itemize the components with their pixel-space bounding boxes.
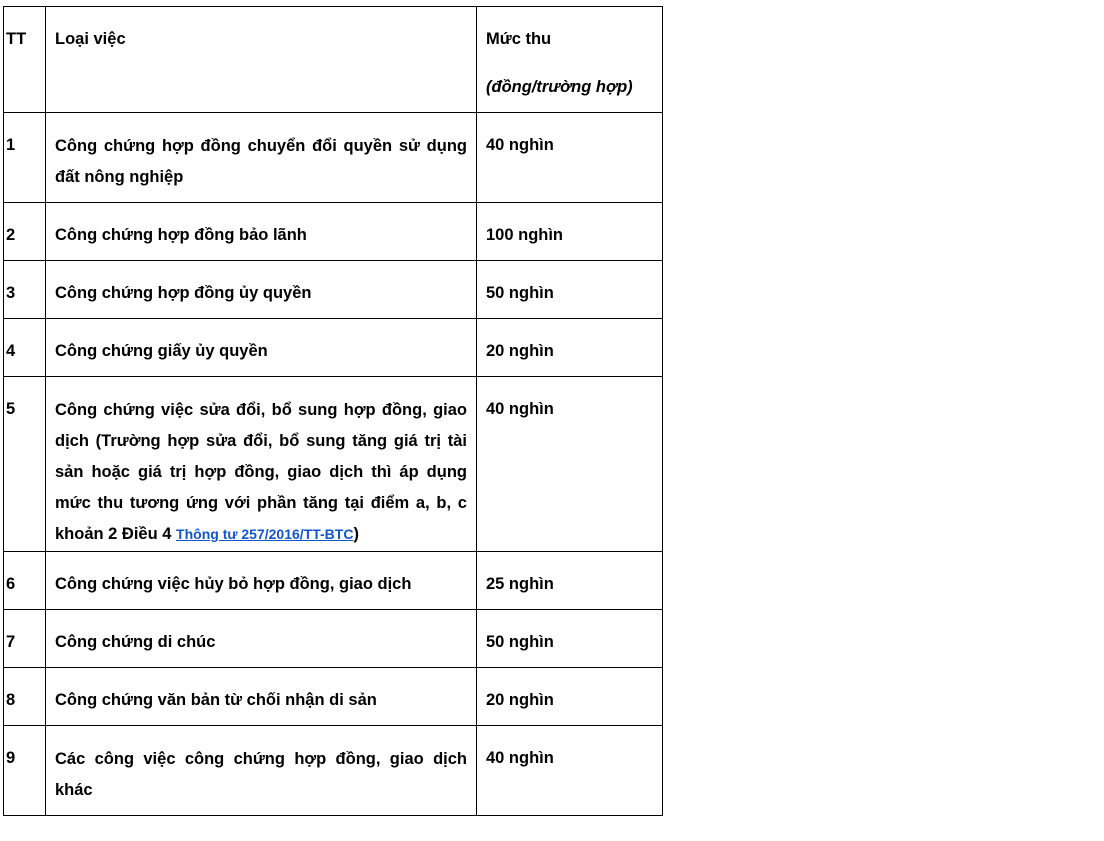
row-number: 5 (6, 400, 16, 418)
row-type: Công chứng hợp đồng chuyển đổi quyền sử dụng đất nông nghiệp (55, 137, 467, 186)
table-row (4, 552, 663, 610)
row-number: 2 (6, 226, 16, 244)
row-number: 6 (6, 575, 16, 593)
row-fee: 20 nghìn (486, 342, 554, 360)
header-fee-unit: (đồng/trường hợp) (486, 78, 633, 96)
header-type: Loại việc (55, 30, 126, 48)
row-fee: 50 nghìn (486, 633, 554, 651)
row-fee: 40 nghìn (486, 400, 554, 418)
row-number: 4 (6, 342, 16, 360)
row-type-closing: ) (353, 525, 359, 543)
circular-reference-link[interactable]: Thông tư 257/2016/TT-BTC (176, 526, 354, 542)
row-number: 7 (6, 633, 16, 651)
row-type: Công chứng giấy ủy quyền (55, 342, 268, 360)
table-row (4, 203, 663, 261)
row-type-block (46, 377, 476, 550)
header-fee-block (477, 7, 662, 97)
header-cell-type (46, 7, 477, 113)
row-number: 8 (6, 691, 16, 709)
row-type: Công chứng hợp đồng bảo lãnh (55, 226, 307, 244)
row-type: Công chứng di chúc (55, 633, 216, 651)
table-row (4, 377, 663, 552)
row-type: Công chứng văn bản từ chối nhận di sản (55, 691, 377, 709)
row-type: Công chứng việc sửa đổi, bổ sung hợp đồng, giao dịch (Trường hợp sửa đổi, bổ sung tăng giá trị tài sản hoặc giá trị hợp đồng, giao dịch thì áp dụng mức thu tương ứng với phần tăng tại điểm a, b, c khoản 2 Điều 4 (55, 401, 467, 543)
row-fee: 20 nghìn (486, 691, 554, 709)
table-row (4, 668, 663, 726)
table-row (4, 113, 663, 203)
header-fee: Mức thu (486, 30, 552, 48)
table-header-row (4, 7, 663, 113)
row-number: 9 (6, 749, 16, 767)
row-type: Công chứng việc hủy bỏ hợp đồng, giao dịch (55, 575, 412, 593)
row-type: Công chứng hợp đồng ủy quyền (55, 284, 312, 302)
header-tt: TT (6, 30, 27, 48)
header-cell-tt (4, 7, 46, 113)
row-fee: 40 nghìn (486, 749, 554, 767)
header-cell-fee (477, 7, 663, 113)
table-row (4, 726, 663, 816)
table-row (4, 319, 663, 377)
table-row (4, 261, 663, 319)
row-number: 1 (6, 136, 16, 154)
row-fee: 40 nghìn (486, 136, 554, 154)
row-number: 3 (6, 284, 16, 302)
fee-table (3, 6, 663, 816)
table-row (4, 610, 663, 668)
row-fee: 100 nghìn (486, 226, 564, 244)
row-type: Các công việc công chứng hợp đồng, giao dịch khác (55, 750, 467, 799)
row-fee: 50 nghìn (486, 284, 554, 302)
row-fee: 25 nghìn (486, 575, 554, 593)
